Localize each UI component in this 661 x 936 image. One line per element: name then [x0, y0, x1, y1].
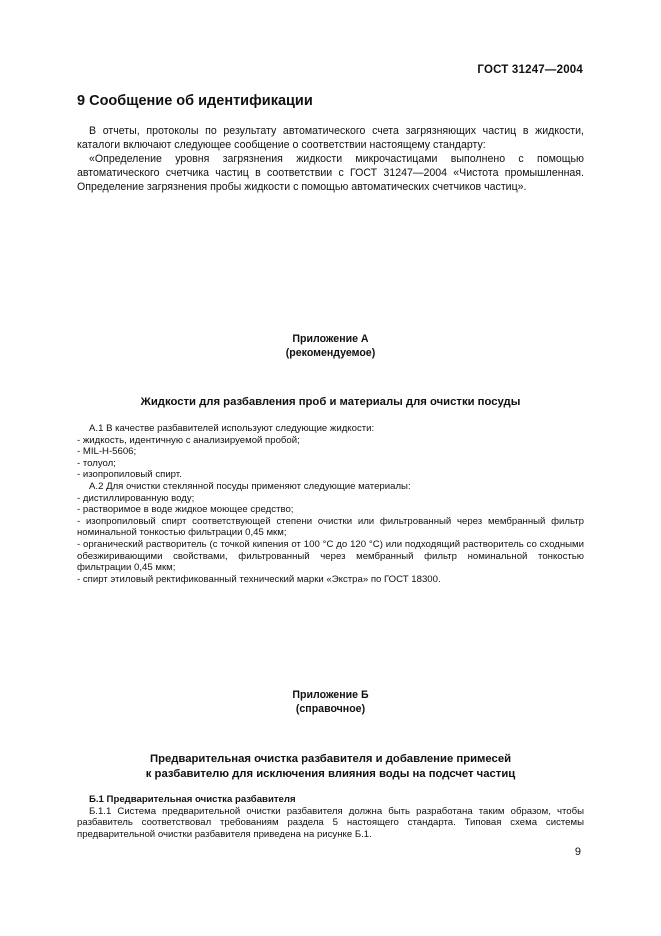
- appendix-a-heading: [77, 333, 584, 360]
- a2-item-3: - изопропиловый спирт соответствующей степени очистки или фильтрованный через мембранный фильтр номинальной тонкостью фильтрации 0,45 мкм;: [77, 515, 584, 539]
- a2-item-1: - дистиллированную воду;: [77, 492, 195, 504]
- a1-item-1: - жидкость, идентичную с анализируемой пробой;: [77, 434, 300, 446]
- a2-intro: А.2 Для очистки стеклянной посуды применяют следующие материалы:: [89, 480, 411, 492]
- section-9-body: [77, 124, 584, 194]
- standard-header: ГОСТ 31247—2004: [477, 64, 583, 76]
- section-9-paragraph-2: «Определение уровня загрязнения жидкости микрочастицами выполнено с помощью автоматического счетчика частиц в соответствии с ГОСТ 31247—2004 «Чистота промышленная. Определение загрязнения пробы жидкости с помощью автоматических счетчиков частиц».: [77, 153, 584, 194]
- a1-item-2: - MIL-H-5606;: [77, 446, 137, 458]
- appendix-b-body: [77, 794, 584, 840]
- a1-item-4: - изопропиловый спирт.: [77, 469, 182, 481]
- appendix-a-title: Жидкости для разбавления проб и материалы для очистки посуды: [140, 396, 521, 408]
- section-9-paragraph-1: В отчеты, протоколы по результату автоматического счета загрязняющих частиц в жидкости, каталоги включают следующее сообщение о соответствии настоящему стандарту:: [77, 125, 584, 152]
- a2-item-2: - растворимое в воде жидкое моющее средство;: [77, 504, 294, 516]
- appendix-b-title-line-1: Предварительная очистка разбавителя и добавление примесей: [149, 753, 512, 765]
- page-number: 9: [574, 846, 581, 858]
- a1-intro: А.1 В качестве разбавителей используют следующие жидкости:: [89, 423, 375, 434]
- appendix-b-label: Приложение Б: [292, 689, 369, 701]
- a1-item-3: - толуол;: [77, 457, 116, 469]
- appendix-a-body: [77, 423, 584, 585]
- b11-paragraph: Б.1.1 Система предварительной очистки разбавителя должна быть разработана таким образом, чтобы разбавитель соответствовал требованиям раздела 5 настоящего стандарта. Типовая схема системы предварительной очистки разбавителя приведена на рисунке Б.1.: [77, 805, 584, 840]
- appendix-b-title-line-2: к разбавителю для исключения влияния воды на подсчет частиц: [145, 767, 516, 780]
- appendix-b-title: [77, 752, 584, 781]
- appendix-a-label: Приложение А: [292, 333, 369, 345]
- a2-item-5: - спирт этиловый ректификованный технический марки «Экстра» по ГОСТ 18300.: [77, 573, 441, 585]
- appendix-b-heading: [77, 689, 584, 716]
- appendix-b-status: (справочное): [295, 702, 366, 715]
- appendix-a-status: (рекомендуемое): [285, 346, 376, 359]
- a2-item-4: - органический растворитель (с точкой кипения от 100 °С до 120 °С) или подходящий растворитель со сходными обезжиривающими свойствами, фильтрованный через мембранный фильтр номинальной тонкостью фильтрации 0,45 мкм;: [77, 538, 584, 574]
- section-9-heading: 9 Сообщение об идентификации: [77, 93, 313, 109]
- b1-heading: Б.1 Предварительная очистка разбавителя: [89, 794, 296, 805]
